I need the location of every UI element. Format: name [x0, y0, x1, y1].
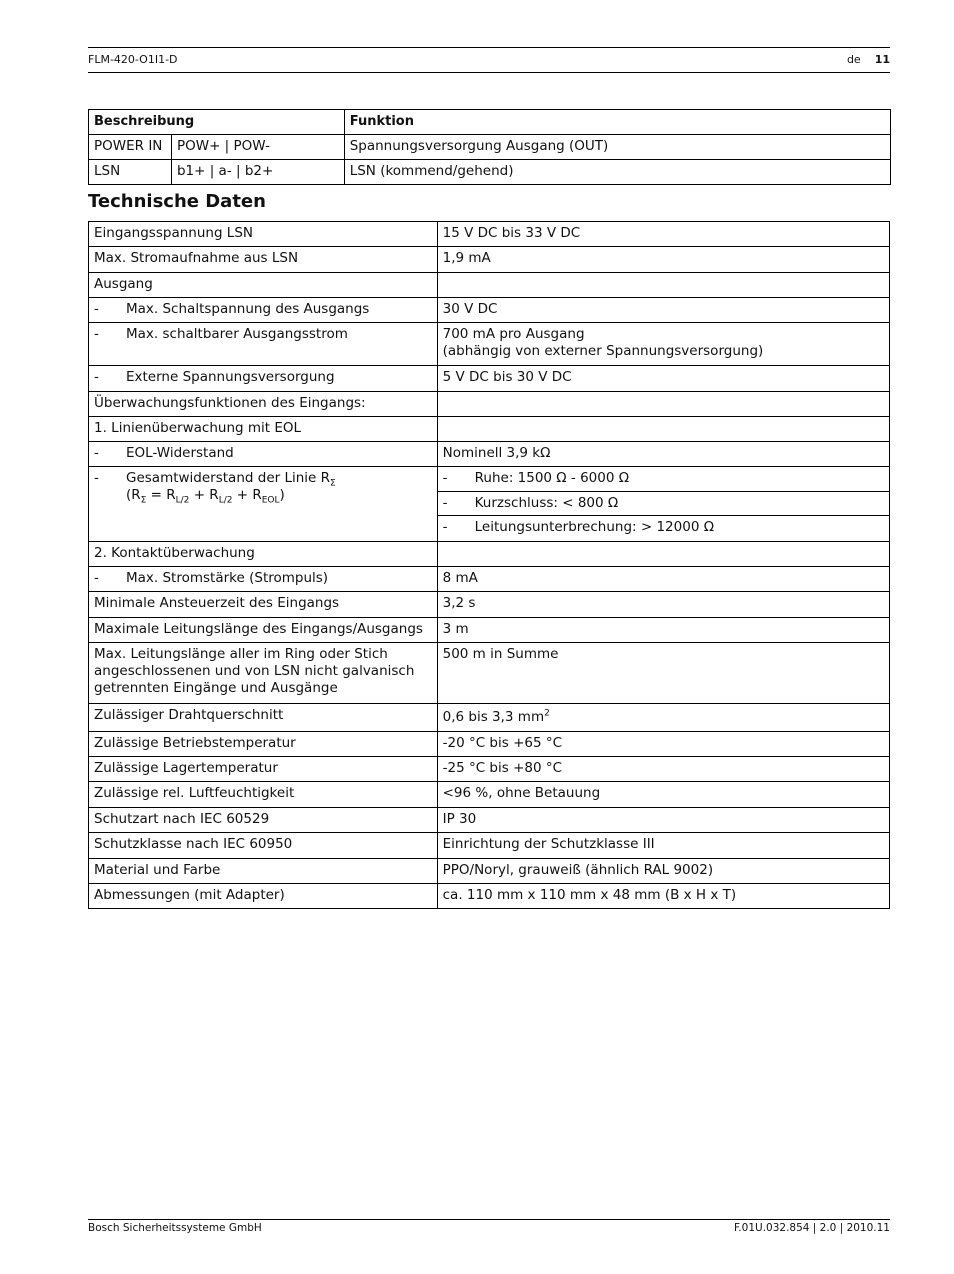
table-row	[89, 392, 890, 417]
bullet-dash: -	[442, 495, 448, 511]
spec-label: Eingangsspannung LSN	[89, 222, 438, 247]
bullet-dash: -	[94, 369, 99, 385]
spec-value-empty	[437, 417, 889, 442]
header-funktion: Funktion	[344, 110, 890, 135]
spec-value: 5 V DC bis 30 V DC	[437, 366, 889, 392]
spec-value: 15 V DC bis 33 V DC	[437, 222, 889, 247]
spec-label	[89, 298, 438, 323]
spec-value: -20 °C bis +65 °C	[437, 732, 889, 757]
spec-value-line: (abhängig von externer Spannungsversorgung)	[442, 343, 764, 359]
bullet-dash: -	[442, 470, 448, 486]
company-name: Bosch Sicherheitssysteme GmbH	[88, 1222, 262, 1234]
header-right	[847, 53, 890, 66]
spec-label	[89, 366, 438, 392]
spec-value: 500 m in Summe	[437, 643, 889, 704]
spec-value-text: Kurzschluss: < 800 Ω	[474, 495, 619, 511]
spec-label	[89, 323, 438, 366]
spec-label: Maximale Leitungslänge des Eingangs/Ausgangs	[89, 618, 438, 643]
table-row	[89, 323, 890, 366]
terminal-function: LSN (kommend/gehend)	[344, 160, 890, 185]
bullet-dash: -	[94, 445, 99, 461]
spec-value-text: Leitungsunterbrechung: > 12000 Ω	[474, 519, 715, 535]
resistance-formula: $(R_\Sigma = R_{L/2} + R_{L/2} + R_{EOL})$	[126, 487, 285, 506]
spec-value: <96 %, ohne Betauung	[437, 782, 889, 808]
spec-label	[89, 567, 438, 592]
table-row	[89, 467, 890, 492]
spec-label: Max. Stromaufnahme aus LSN	[89, 247, 438, 273]
spec-label-text: Max. Schaltspannung des Ausgangs	[126, 301, 370, 317]
spec-value-empty	[437, 273, 889, 298]
spec-label-text: Gesamtwiderstand der Linie R	[126, 470, 331, 486]
spec-value-text: 0,6 bis 3,3 mm	[442, 709, 545, 725]
language-code: de	[846, 53, 861, 66]
table-row	[89, 417, 890, 442]
spec-value-empty	[437, 542, 889, 567]
table-row	[89, 643, 890, 704]
spec-label: Zulässige Betriebstemperatur	[89, 732, 438, 757]
table-row	[89, 273, 890, 298]
spec-value: 3,2 s	[437, 592, 889, 618]
table-row	[89, 135, 891, 160]
spec-label: 1. Linienüberwachung mit EOL	[89, 417, 438, 442]
technical-data-table	[88, 221, 890, 909]
spec-label: Ausgang	[89, 273, 438, 298]
spec-label: Abmessungen (mit Adapter)	[89, 884, 438, 909]
spec-value	[437, 516, 889, 542]
bullet-dash: -	[94, 570, 99, 586]
table-row	[89, 833, 890, 859]
spec-label	[89, 442, 438, 467]
bullet-dash: -	[94, 470, 99, 486]
spec-value	[437, 704, 889, 732]
subscript-sigma: Σ	[330, 478, 336, 489]
table-row	[89, 704, 890, 732]
spec-label: Überwachungsfunktionen des Eingangs:	[89, 392, 438, 417]
spec-label: 2. Kontaktüberwachung	[89, 542, 438, 567]
table-row	[89, 859, 890, 884]
spec-value: PPO/Noryl, grauweiß (ähnlich RAL 9002)	[437, 859, 889, 884]
spec-value: ca. 110 mm x 110 mm x 48 mm (B x H x T)	[437, 884, 889, 909]
section-title: Technische Daten	[88, 191, 266, 212]
table-row	[89, 757, 890, 782]
spec-value: 30 V DC	[437, 298, 889, 323]
spec-label-text: Max. schaltbarer Ausgangsstrom	[126, 326, 348, 342]
bullet-dash: -	[94, 326, 99, 342]
table-row	[89, 542, 890, 567]
page-footer	[88, 1219, 890, 1234]
document-reference: F.01U.032.854 | 2.0 | 2010.11	[733, 1222, 890, 1234]
table-row	[89, 247, 890, 273]
connection-table	[88, 109, 891, 185]
superscript-two: 2	[544, 708, 550, 719]
spec-value: Nominell 3,9 kΩ	[437, 442, 889, 467]
spec-label: Zulässiger Drahtquerschnitt	[89, 704, 438, 732]
spec-value-line: 700 mA pro Ausgang	[442, 326, 585, 342]
table-row	[89, 298, 890, 323]
table-row	[89, 592, 890, 618]
spec-value-empty	[437, 392, 889, 417]
spec-value: 8 mA	[437, 567, 889, 592]
spec-label: Material und Farbe	[89, 859, 438, 884]
spec-label: Max. Leitungslänge aller im Ring oder Stich angeschlossenen und von LSN nicht galvanisch getrennten Eingänge und Ausgänge	[89, 643, 438, 704]
table-header-row	[89, 110, 891, 135]
spec-label	[89, 467, 438, 542]
spec-label-text: EOL-Widerstand	[126, 445, 234, 461]
table-row	[89, 366, 890, 392]
spec-label: Schutzart nach IEC 60529	[89, 808, 438, 833]
spec-label: Zulässige Lagertemperatur	[89, 757, 438, 782]
table-row	[89, 782, 890, 808]
terminal-function: Spannungsversorgung Ausgang (OUT)	[344, 135, 890, 160]
spec-value: 1,9 mA	[437, 247, 889, 273]
table-row	[89, 808, 890, 833]
terminal-name: POWER IN	[89, 135, 172, 160]
bullet-dash: -	[94, 301, 99, 317]
spec-value-text: Ruhe: 1500 Ω - 6000 Ω	[474, 470, 630, 486]
spec-label-text: Max. Stromstärke (Strompuls)	[126, 570, 329, 586]
spec-value: Einrichtung der Schutzklasse III	[437, 833, 889, 859]
table-row	[89, 884, 890, 909]
terminal-name: LSN	[89, 160, 172, 185]
table-row	[89, 618, 890, 643]
spec-value: 3 m	[437, 618, 889, 643]
bullet-dash: -	[442, 519, 448, 535]
spec-label: Zulässige rel. Luftfeuchtigkeit	[89, 782, 438, 808]
table-row	[89, 732, 890, 757]
spec-label: Minimale Ansteuerzeit des Eingangs	[89, 592, 438, 618]
spec-value: IP 30	[437, 808, 889, 833]
table-row	[89, 160, 891, 185]
table-row	[89, 567, 890, 592]
page-number: 11	[874, 53, 890, 66]
spec-value	[437, 323, 889, 366]
spec-value	[437, 467, 889, 492]
header-beschreibung: Beschreibung	[89, 110, 345, 135]
terminal-pins: b1+ | a- | b2+	[171, 160, 344, 185]
table-row	[89, 222, 890, 247]
document-id: FLM-420-O1I1-D	[88, 53, 178, 66]
page-header	[88, 47, 890, 73]
spec-label: Schutzklasse nach IEC 60950	[89, 833, 438, 859]
table-row	[89, 442, 890, 467]
spec-value: -25 °C bis +80 °C	[437, 757, 889, 782]
spec-value	[437, 492, 889, 516]
terminal-pins: POW+ | POW-	[171, 135, 344, 160]
spec-label-text: Externe Spannungsversorgung	[126, 369, 335, 385]
